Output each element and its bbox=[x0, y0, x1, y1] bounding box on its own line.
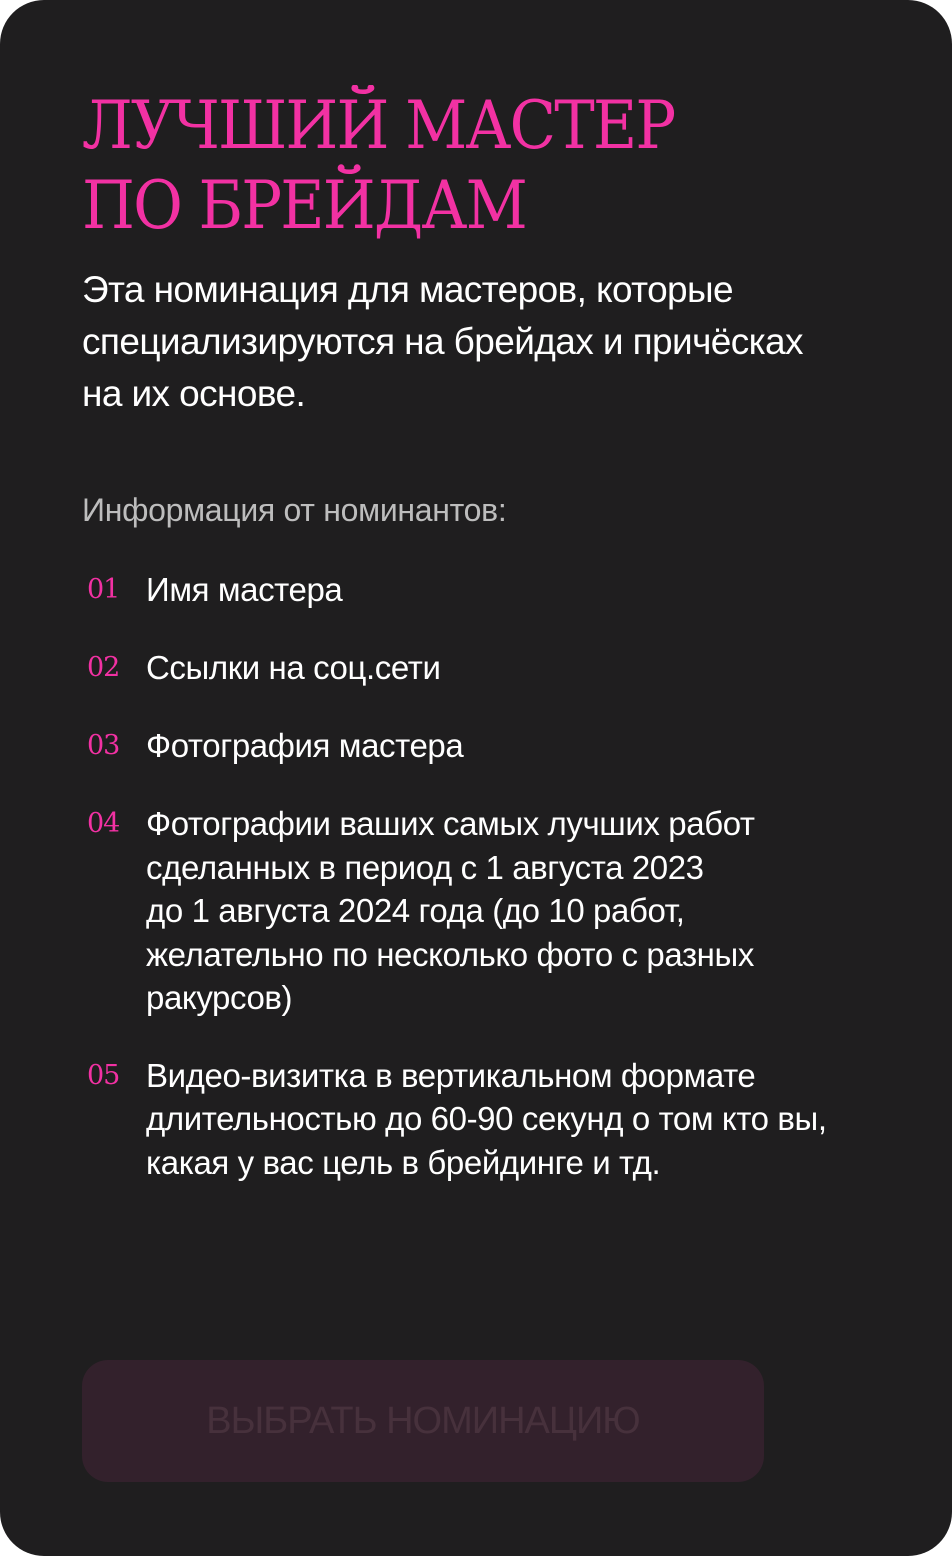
list-item-text: Фотографии ваших самых лучших работ сделанных в период с 1 августа 2023 до 1 августа 2024 года (до 10 работ, желательно по несколько фото с разных ракурсов) bbox=[146, 805, 755, 1016]
list-item-number: 05 bbox=[87, 1059, 120, 1091]
title-line-1: ЛУЧШИЙ МАСТЕР bbox=[82, 87, 675, 164]
list-item bbox=[82, 568, 870, 612]
list-item-number: 03 bbox=[87, 730, 120, 761]
list-item bbox=[82, 646, 870, 690]
title-line-2: ПО БРЕЙДАМ bbox=[82, 167, 526, 244]
list-item bbox=[82, 802, 870, 1020]
list-item-number: 04 bbox=[87, 808, 120, 839]
list-item-number: 01 bbox=[87, 574, 120, 605]
list-item bbox=[82, 724, 870, 768]
nomination-description: Эта номинация для мастеров, которые специализируются на брейдах и причёсках на их основе. bbox=[82, 269, 803, 414]
list-item-text: Ссылки на соц.сети bbox=[146, 649, 441, 686]
list-item-text: Видео-визитка в вертикальном формате длительностью до 60-90 секунд о том кто вы, какая у вас цель в брейдинге и тд. bbox=[146, 1056, 827, 1181]
info-label: Информация от номинантов: bbox=[82, 492, 507, 528]
list-item-number: 02 bbox=[87, 652, 120, 683]
requirements-list bbox=[82, 568, 870, 1184]
list-item-text: Фотография мастера bbox=[146, 727, 464, 764]
list-item-text: Имя мастера bbox=[146, 571, 343, 608]
nomination-title bbox=[82, 86, 807, 246]
choose-nomination-button[interactable]: ВЫБРАТЬ НОМИНАЦИЮ bbox=[82, 1360, 764, 1482]
list-item bbox=[82, 1054, 870, 1185]
